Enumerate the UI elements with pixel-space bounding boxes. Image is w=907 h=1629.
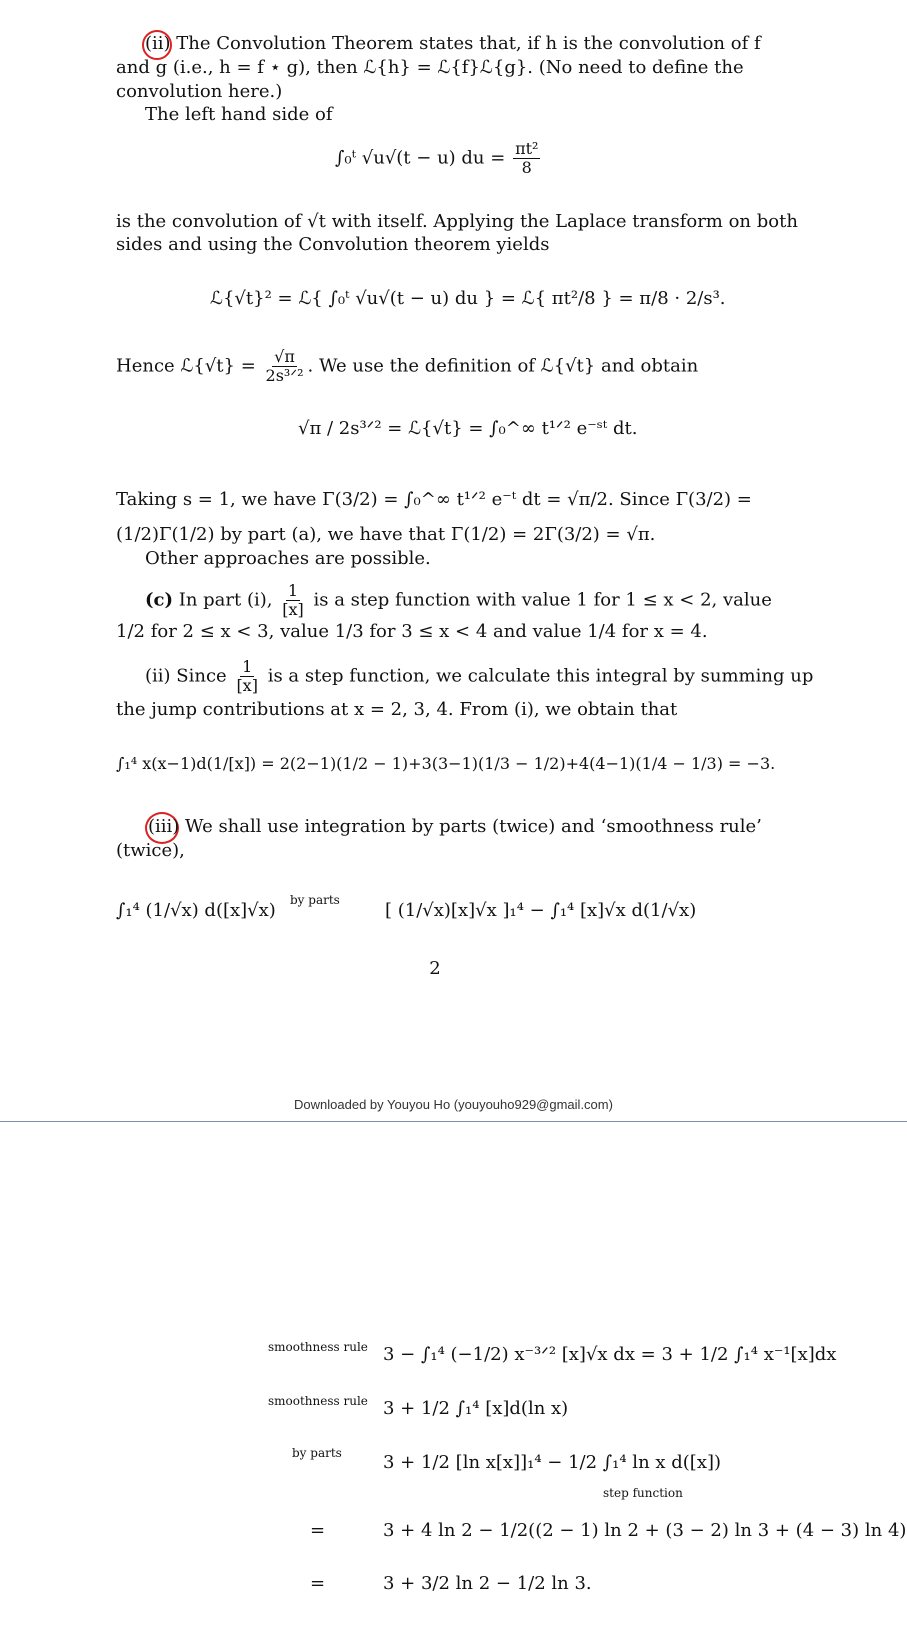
paragraph-line <box>145 582 772 619</box>
paragraph-line: 1/2 for 2 ≤ x < 3, value 1/3 for 3 ≤ x < 4 and value 1/4 for x = 4. <box>116 621 708 642</box>
paragraph-line: The left hand side of <box>145 104 333 125</box>
fraction <box>264 348 306 385</box>
paragraph-line: (iii) We shall use integration by parts (twice) and ‘smoothness rule’ <box>148 816 762 837</box>
fraction-denominator: 8 <box>521 158 532 177</box>
paragraph-line: Taking s = 1, we have Γ(3/2) = ∫₀^∞ t¹ᐟ² e⁻ᵗ dt = √π/2. Since Γ(3/2) = <box>116 489 752 510</box>
text-span: is a step function, we calculate this integral by summing up <box>267 665 814 687</box>
paragraph-line: (twice), <box>116 840 185 861</box>
paragraph-line <box>116 348 698 385</box>
fraction-denominator: [x] <box>282 600 304 619</box>
relation-label: smoothness rule <box>268 1394 368 1408</box>
derivation-row: 3 + 1/2 ∫₁⁴ [x]d(ln x) <box>383 1398 569 1419</box>
equation-rhs: [ (1/√x)[x]√x ]₁⁴ − ∫₁⁴ [x]√x d(1/√x) <box>385 900 697 921</box>
relation-sign: = <box>310 1520 326 1541</box>
equation-laplace: ℒ{√t}² = ℒ{ ∫₀ᵗ √u√(t − u) du } = ℒ{ πt²/8 } = π/8 · 2/s³. <box>210 288 726 309</box>
paragraph-line: convolution here.) <box>116 81 283 102</box>
fraction-denominator: 2s³ᐟ² <box>265 366 304 385</box>
relation-label: smoothness rule <box>268 1340 368 1354</box>
page-number: 2 <box>429 958 441 979</box>
paragraph-line: the jump contributions at x = 2, 3, 4. From (i), we obtain that <box>116 699 678 720</box>
relation-sign: = <box>310 1573 326 1594</box>
fraction <box>234 658 260 695</box>
fraction <box>513 140 540 177</box>
paragraph-line: is the convolution of √t with itself. Applying the Laplace transform on both <box>116 211 798 232</box>
section-label: (c) <box>145 589 173 611</box>
equation-lhs: ∫₀ᵗ √u√(t − u) du = <box>335 147 506 169</box>
paragraph-line: (ii) The Convolution Theorem states that, if h is the convolution of f <box>145 33 761 54</box>
fraction-numerator: 1 <box>287 581 299 600</box>
fraction-denominator: [x] <box>236 676 258 695</box>
derivation-row: 3 + 1/2 [ln x[x]]₁⁴ − 1/2 ∫₁⁴ ln x d([x]) <box>383 1452 722 1473</box>
text-span: In part (i), <box>178 589 273 611</box>
derivation-row: 3 + 4 ln 2 − 1/2((2 − 1) ln 2 + (3 − 2) ln 3 + (4 − 3) ln 4) <box>383 1520 907 1541</box>
paragraph-line: (1/2)Γ(1/2) by part (a), we have that Γ(1/2) = 2Γ(3/2) = √π. <box>116 524 656 545</box>
paragraph-line: Other approaches are possible. <box>145 548 431 569</box>
relation-label: by parts <box>290 893 340 907</box>
page-divider <box>0 1121 907 1122</box>
text-span: (ii) Since <box>145 665 227 687</box>
download-footer: Downloaded by Youyou Ho (youyouho929@gmail.com) <box>294 1097 613 1112</box>
paragraph-line: and g (i.e., h = f ⋆ g), then ℒ{h} = ℒ{f}ℒ{g}. (No need to define the <box>116 57 744 78</box>
equation-lhs: ∫₁⁴ (1/√x) d([x]√x) <box>116 900 276 921</box>
fraction-numerator: √π <box>274 347 295 366</box>
paragraph-line <box>145 658 813 695</box>
derivation-row: 3 + 3/2 ln 2 − 1/2 ln 3. <box>383 1573 592 1594</box>
text-span: . We use the definition of ℒ{√t} and obtain <box>307 355 699 377</box>
equation-definition: √π / 2s³ᐟ² = ℒ{√t} = ∫₀^∞ t¹ᐟ² e⁻ˢᵗ dt. <box>298 418 638 439</box>
paragraph-line: sides and using the Convolution theorem yields <box>116 234 550 255</box>
derivation-row: 3 − ∫₁⁴ (−1/2) x⁻³ᐟ² [x]√x dx = 3 + 1/2 ∫₁⁴ x⁻¹[x]dx <box>383 1344 837 1365</box>
fraction <box>280 582 306 619</box>
underbrace-note: step function <box>603 1486 683 1500</box>
equation-convolution <box>335 140 542 177</box>
equation-jump-sum: ∫₁⁴ x(x−1)d(1/[x]) = 2(2−1)(1/2 − 1)+3(3−1)(1/3 − 1/2)+4(4−1)(1/4 − 1/3) = −3. <box>116 754 776 773</box>
fraction-numerator: 1 <box>242 657 253 676</box>
text-span: is a step function with value 1 for 1 ≤ x < 2, value <box>313 589 772 611</box>
relation-label: by parts <box>292 1446 342 1460</box>
fraction-numerator: πt² <box>515 139 539 158</box>
text-span: Hence ℒ{√t} = <box>116 355 256 377</box>
